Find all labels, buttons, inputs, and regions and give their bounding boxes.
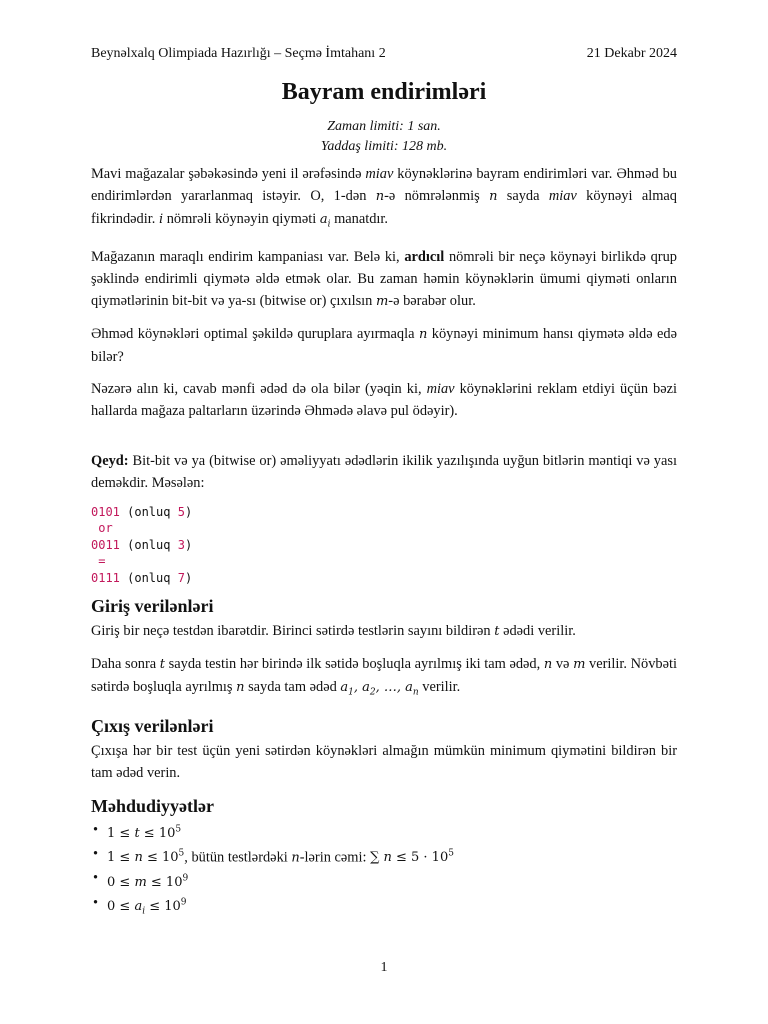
text: köynəyi almaq fikrindədir. [91,188,677,227]
constraint-item [107,893,677,922]
math-m: m [375,293,389,309]
text: manatdır. [330,211,389,227]
code-token: (onluq [119,537,178,552]
math-m: m [573,657,586,673]
code-line [91,537,677,554]
statement-paragraph-4 [91,378,677,422]
code-token: 7 [177,570,185,585]
text: verilir. Növbəti sətirdə boşluqla ayrılmış [91,656,677,696]
text: köynəklərini reklam etdiyi üçün bəzi hallarda mağaza paltarların üzərində Əhmədə əlavə pul ödəyir). [91,380,678,419]
text: , bütün testlərdəki [184,849,292,866]
memory-limit: Yaddaş limiti: 128 mb. [320,139,448,154]
code-token: 0011 [91,537,120,552]
code-token: 3 [177,537,185,552]
problem-body [91,163,677,922]
text: köynəyi minimum hansı qiymətə əldə edə bilər? [91,325,677,365]
header-date: 21 Dekabr 2024 [586,46,677,61]
statement-paragraph-1 [91,163,677,236]
code-token: (onluq [119,570,178,585]
math-n: n [236,680,245,696]
text: Mavi mağazalar şəbəkəsində yeni il ərəfəsində [91,166,366,182]
note-text: Bit-bit və ya (bitwise or) əməliyyatı ədədlərin ikilik yazılışında uyğun bitlərin məntiqi və yası deməkdir. Məsələn: [91,452,677,491]
constraints-heading: Məhdudiyyətlər [91,795,214,816]
math-sequence: $a_1$, $a_2$, …, $a_n$ [340,680,419,698]
input-heading: Giriş verilənləri [91,596,214,617]
note-label: Qeyd: [91,452,129,469]
text: nömrəli bir neçə köynəyi birlikdə qrup şəklində endirimli qiymətə əldə etmək olar. Bu zaman həmin köynəklərin ümumi qiyməti onların qiymətlərinin bit-bit və ya-sı (bitwise or) çıxılsın [91,248,677,309]
text-bold: ardıcıl [404,248,445,265]
text: sayda [497,188,549,204]
constraint-item [107,820,677,844]
math-constraint: $0 \le a_i \le 10^9$ [107,897,187,917]
math-sum: ∑ $n \le 5 \cdot 10^5$ [370,849,454,866]
note-paragraph [91,450,677,494]
math-n: n [543,657,553,673]
constraint-item [107,844,677,868]
code-line [91,520,677,537]
text-emph: miav [548,188,577,204]
math-n: n [489,189,498,204]
text-emph: miav [426,380,455,397]
text: Giriş bir neçə testdən ibarətdir. Birinci sətirdə testlərin sayını bildirən [91,623,495,640]
math-a-i: $a_i$ [319,212,331,230]
code-token: ) [184,504,193,519]
text: Əhməd köynəkləri optimal şəkildə quruplara ayırmaqla [91,325,419,342]
math-constraint: $0 \le m \le 10^9$ [107,873,189,890]
text: -ə nömrələnmiş [384,188,490,204]
code-line [91,553,677,570]
code-token: ) [184,570,193,585]
math-t: t [159,657,166,673]
math-n: n [418,326,428,342]
math-constraint: $1 \le n \le 10^5$ [107,849,185,866]
code-token: = [91,554,106,569]
code-token: (onluq [119,504,178,519]
problem-limits [91,117,677,157]
text: nömrəli köynəyin qiyməti [163,211,320,227]
text: Mağazanın maraqlı endirim kampaniası var. Belə ki, [91,248,405,265]
math-i: i [158,212,164,227]
text: -ə bərabər olur. [388,292,476,309]
input-paragraph-1 [91,620,677,643]
time-limit: Zaman limiti: 1 san. [327,119,441,134]
code-line [91,570,677,587]
code-token: ) [184,537,193,552]
header-contest-name: Beynəlxalq Olimpiada Hazırlığı – Seçmə İmtahanı 2 [91,46,386,61]
text: -lərin cəmi: [299,849,371,866]
page-number: 1 [380,960,388,975]
code-example [91,504,677,587]
statement-paragraph-3 [91,323,677,368]
code-token: 0111 [91,570,120,585]
math-constraint: $1 \le t \le 10^5$ [107,824,182,842]
output-paragraph: Çıxışa hər bir test üçün yeni sətirdən köynəkləri almağın mümkün minimum qiymətini bildirən bir tam ədəd verin. [91,742,677,781]
constraints-list [91,820,677,922]
math-n: n [375,189,385,204]
code-line [91,504,677,521]
code-token: or [91,521,113,536]
code-token: 5 [177,504,185,519]
text-emph: miav [365,166,394,182]
constraint-item [107,868,677,892]
text: ədədi verilir. [499,623,576,640]
math-n: n [291,850,300,866]
text: sayda testin hər birində ilk sətidə boşluqla ayrılmış iki tam ədəd, [165,656,544,673]
output-heading: Çıxış verilənləri [91,715,214,736]
text: və [552,656,574,673]
text: verilir. [418,679,461,696]
input-paragraph-2 [91,653,677,704]
text: Daha sonra [91,656,160,673]
problem-title: Bayram endirimləri [281,79,487,105]
code-token: 0101 [91,504,120,519]
text: köynəklərinə bayram endirimləri var. Əhməd bu endirimlərdən yararlanmaq istəyir. O, 1-dən [91,166,677,204]
text: Nəzərə alın ki, cavab mənfi ədəd də ola bilər (yəqin ki, [91,380,427,397]
math-t: t [494,624,500,640]
statement-paragraph-2 [91,246,677,313]
text: sayda tam ədəd [244,679,341,696]
